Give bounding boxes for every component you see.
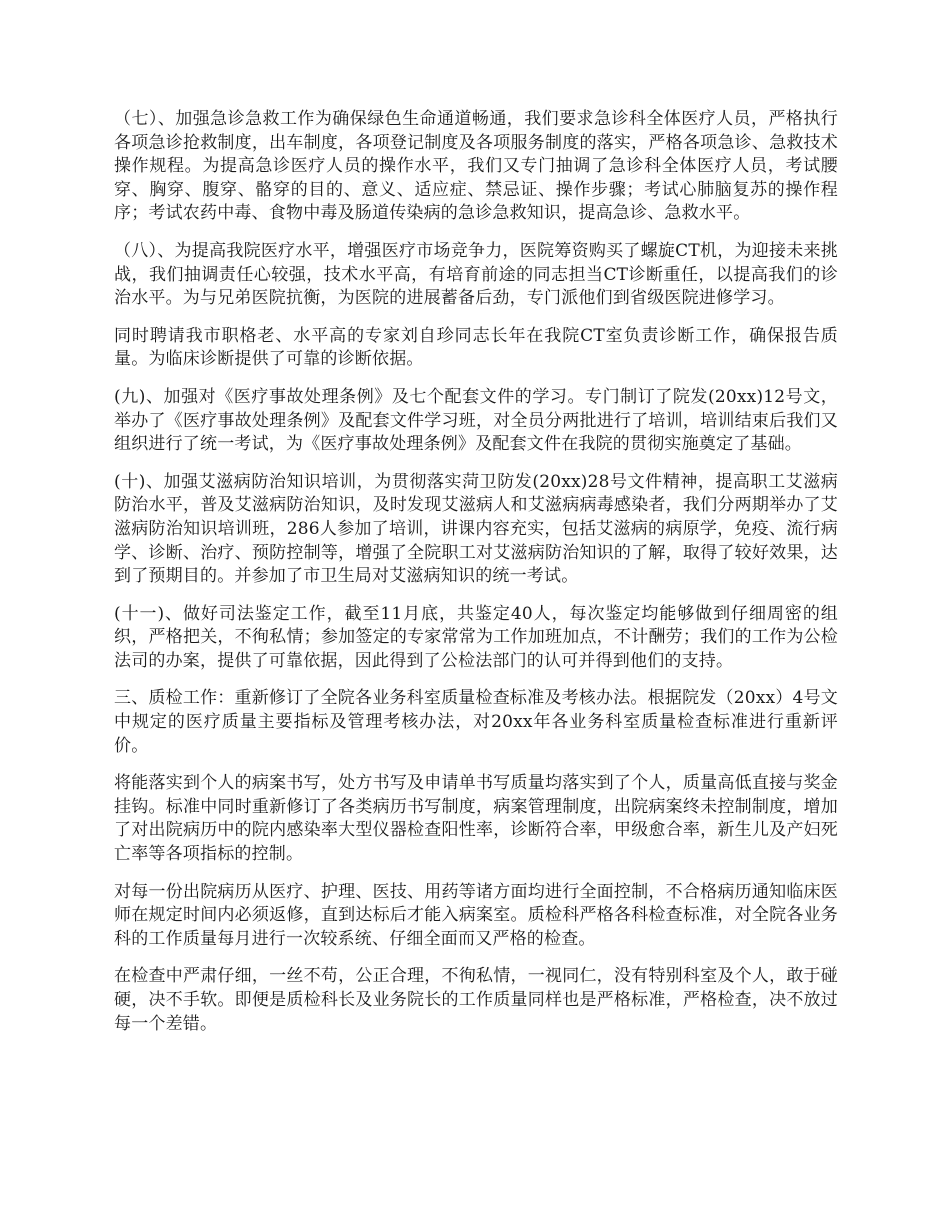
paragraph-strict-inspection: 在检查中严肃仔细，一丝不苟，公正合理，不徇私情，一视同仁，没有特别科室及个人，敢于碰硬，决不手软。即便是质检科长及业务院长的工作质量同样也是严格标准，严格检查，决不放过每一个差错。 xyxy=(114,966,838,1034)
paragraph-ct-expert: 同时聘请我市职格老、水平高的专家刘自珍同志长年在我院CT室负责诊断工作，确保报告质量。为临床诊断提供了可靠的诊断依据。 xyxy=(114,325,838,370)
paragraph-judicial-appraisal: (十一)、做好司法鉴定工作，截至11月底，共鉴定40人，每次鉴定均能够做到仔细周密的组织，严格把关，不徇私情；参加签定的专家常常为工作加班加点，不计酬劳；我们的工作为公检法司的办案，提供了可靠依据，因此得到了公检法部门的认可并得到他们的支持。 xyxy=(114,603,838,671)
paragraph-ct-machine: （八）、为提高我院医疗水平，增强医疗市场竞争力，医院筹资购买了螺旋CT机，为迎接未来挑战，我们抽调责任心较强，技术水平高，有培育前途的同志担当CT诊断重任，以提高我们的诊治水平。为与兄弟医院抗衡，为医院的进展蓄备后劲，专门派他们到省级医院进修学习。 xyxy=(114,240,838,309)
paragraph-medical-records: 将能落实到个人的病案书写，处方书写及申请单书写质量均落实到了个人，质量高低直接与奖金挂钩。标准中同时重新修订了各类病历书写制度，病案管理制度，出院病案终未控制制度，增加了对出院病历中的院内感染率大型仪器检查阳性率，诊断符合率，甲级愈合率，新生儿及产妇死亡率等各项指标的控制。 xyxy=(114,773,838,865)
paragraph-medical-accident-regulation: (九)、加强对《医疗事故处理条例》及七个配套文件的学习。专门制订了院发(20xx)12号文，举办了《医疗事故处理条例》及配套文件学习班，对全员分两批进行了培训，培训结束后我们又组织进行了统一考试，为《医疗事故处理条例》及配套文件在我院的贯彻实施奠定了基础。 xyxy=(114,386,838,455)
paragraph-quality-inspection: 三、质检工作：重新修订了全院各业务科室质量检查标准及考核办法。根据院发（20xx）4号文中规定的医疗质量主要指标及管理考核办法，对20xx年各业务科室质量检查标准进行重新评价。 xyxy=(114,688,838,756)
paragraph-emergency-care: （七）、加强急诊急救工作为确保绿色生命通道畅通，我们要求急诊科全体医疗人员，严格执行各项急诊抢救制度，出车制度，各项登记制度及各项服务制度的落实，严格各项急诊、急救技术操作规程。为提高急诊医疗人员的操作水平，我们又专门抽调了急诊科全体医疗人员，考试腰穿、胸穿、腹穿、骼穿的目的、意义、适应症、禁忌证、操作步骤；考试心肺脑复苏的操作程序；考试农药中毒、食物中毒及肠道传染病的急诊急救知识，提高急诊、急救水平。 xyxy=(114,109,838,224)
paragraph-discharge-records: 对每一份出院病历从医疗、护理、医技、用药等诸方面均进行全面控制，不合格病历通知临床医师在规定时间内必须返修，直到达标后才能入病案室。质检科严格各科检查标准，对全院各业务科的工作质量每月进行一次较系统、仔细全面而又严格的检查。 xyxy=(114,881,838,949)
paragraph-aids-training: (十)、加强艾滋病防治知识培训，为贯彻落实菏卫防发(20xx)28号文件精神，提高职工艾滋病防治水平，普及艾滋病防治知识，及时发现艾滋病人和艾滋病病毒感染者，我们分两期举办了艾滋病防治知识培训班，286人参加了培训，讲课内容充实，包括艾滋病的病原学，免疫、流行病学、诊断、治疗、预防控制等，增强了全院职工对艾滋病防治知识的了解，取得了较好效果，达到了预期目的。并参加了市卫生局对艾滋病知识的统一考试。 xyxy=(114,471,838,587)
